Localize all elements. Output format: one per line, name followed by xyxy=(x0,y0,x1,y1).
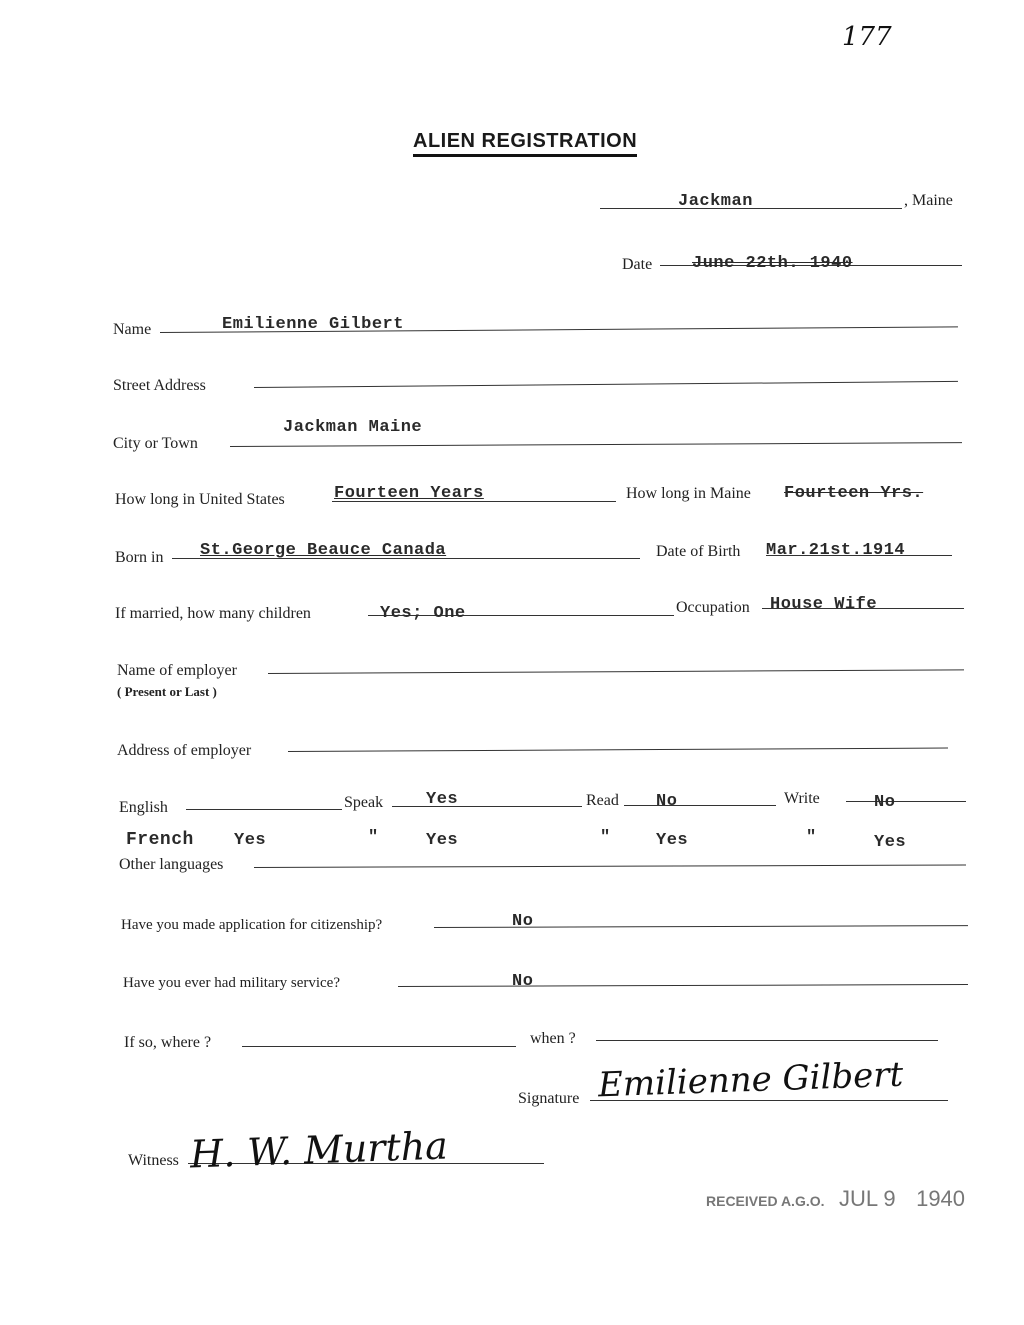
town-value: Jackman xyxy=(678,192,753,211)
city-label: City or Town xyxy=(113,435,198,452)
page-number: 177 xyxy=(842,22,892,52)
city-value: Jackman Maine xyxy=(283,418,423,437)
us-duration-label: How long in United States xyxy=(115,491,285,508)
citizenship-label: Have you made application for citizenship? xyxy=(121,917,383,933)
employer-sub-label: ( Present or Last ) xyxy=(117,684,217,699)
english-write-value: No xyxy=(874,793,896,812)
born-label: Born in xyxy=(115,549,164,566)
name-label: Name xyxy=(113,321,152,338)
french-write-value: Yes xyxy=(874,833,907,852)
military-line xyxy=(398,984,968,987)
occupation-value: House Wife xyxy=(770,595,878,614)
witness-label: Witness xyxy=(128,1152,179,1169)
speak-line xyxy=(392,806,582,807)
children-label: If married, how many children xyxy=(115,605,311,622)
state-label: , Maine xyxy=(904,192,953,209)
street-line xyxy=(254,381,958,388)
when-label: when ? xyxy=(530,1030,576,1047)
citizenship-value: No xyxy=(512,912,534,931)
where-label: If so, where ? xyxy=(124,1034,212,1051)
received-stamp-date: JUL 9 xyxy=(838,1186,896,1211)
witness-signature-handwritten: H. W. Murtha xyxy=(189,1123,449,1177)
french-speak-ditto: " xyxy=(368,828,379,847)
write-line xyxy=(846,801,966,802)
city-line xyxy=(230,442,962,447)
english-line xyxy=(186,809,342,810)
english-read-value: No xyxy=(656,792,678,811)
military-value: No xyxy=(512,972,534,991)
signature-handwritten: Emilienne Gilbert xyxy=(597,1054,904,1106)
maine-duration-label: How long in Maine xyxy=(626,485,751,502)
children-value: Yes; One xyxy=(380,604,466,623)
employer-address-label: Address of employer xyxy=(117,742,252,759)
french-speak-value: Yes xyxy=(426,831,459,850)
signature-label: Signature xyxy=(518,1090,580,1107)
received-stamp-text: RECEIVED A.G.O. xyxy=(706,1193,825,1209)
employer-address-line xyxy=(288,748,948,752)
dob-label: Date of Birth xyxy=(656,543,741,560)
name-value: Emilienne Gilbert xyxy=(222,315,404,334)
when-line xyxy=(596,1040,938,1041)
employer-label: Name of employer xyxy=(117,662,237,679)
form-title: ALIEN REGISTRATION xyxy=(413,130,637,157)
speak-label: Speak xyxy=(344,794,384,811)
other-languages-line xyxy=(254,865,966,868)
french-value: Yes xyxy=(234,831,267,850)
us-duration-value: Fourteen Years xyxy=(334,484,484,503)
occupation-label: Occupation xyxy=(676,599,750,616)
french-write-ditto: " xyxy=(806,828,817,847)
english-speak-value: Yes xyxy=(426,790,459,809)
french-read-value: Yes xyxy=(656,831,689,850)
french-read-ditto: " xyxy=(600,828,611,847)
read-line xyxy=(624,805,776,806)
dob-value: Mar.21st.1914 xyxy=(766,541,906,560)
maine-duration-value: Fourteen Yrs. xyxy=(784,484,924,503)
write-label: Write xyxy=(784,790,820,807)
born-value: St.George Beauce Canada xyxy=(200,541,447,560)
date-label: Date xyxy=(622,256,653,273)
military-label: Have you ever had military service? xyxy=(123,975,340,991)
received-stamp xyxy=(706,1186,965,1212)
where-line xyxy=(242,1046,516,1047)
street-label: Street Address xyxy=(113,377,206,394)
english-label: English xyxy=(119,799,168,816)
read-label: Read xyxy=(586,792,619,809)
other-languages-label: Other languages xyxy=(119,856,224,873)
employer-line xyxy=(268,669,964,674)
received-stamp-year: 1940 xyxy=(916,1186,966,1211)
date-value: June 22th. 1940 xyxy=(692,254,853,273)
french-label: French xyxy=(126,830,194,850)
